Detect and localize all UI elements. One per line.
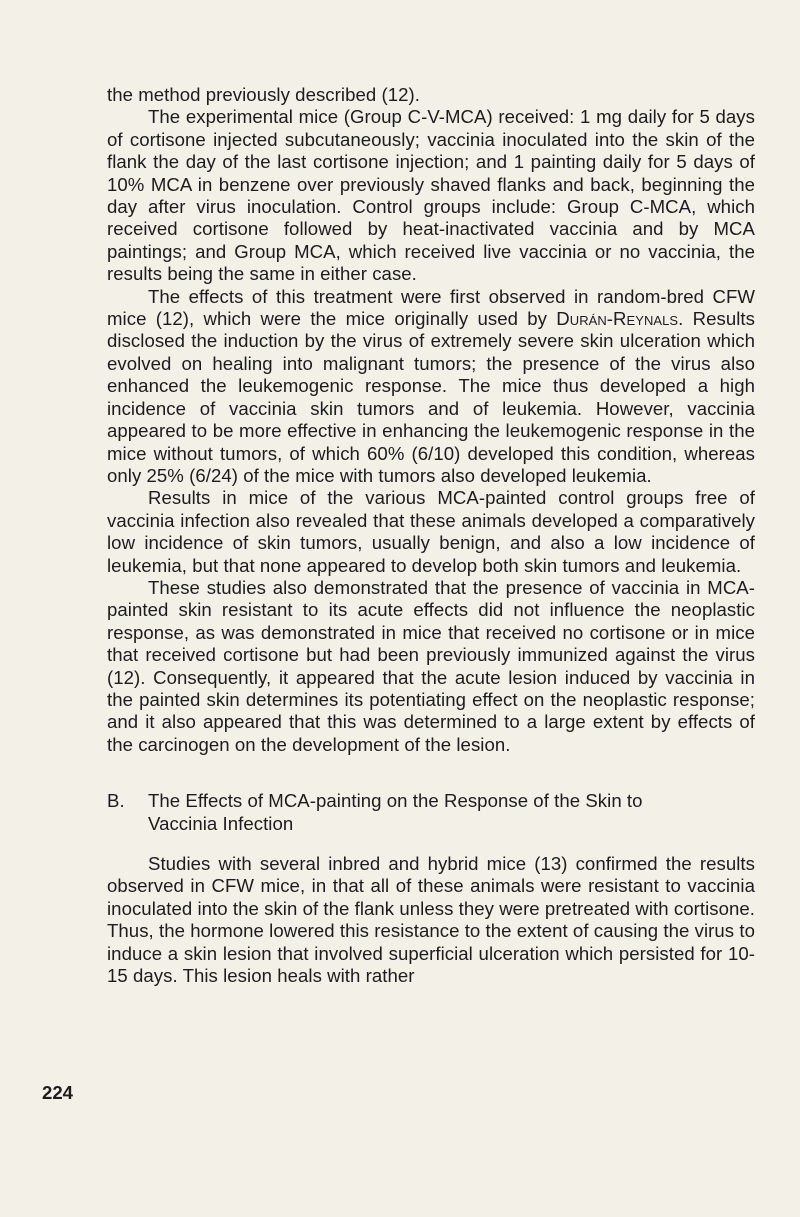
section-heading — [107, 790, 755, 835]
paragraph-experimental-mice: The experimental mice (Group C-V-MCA) received: 1 mg daily for 5 days of cortisone injected subcutaneously; vaccinia inoculated into the skin of the flank the day of the last cortisone injection; and 1 painting daily for 5 days of 10% MCA in benzene over previously shaved flanks and back, beginning the day after virus inoculation. Control groups include: Group C-MCA, which received cortisone followed by heat-inactivated vaccinia and by MCA paintings; and Group MCA, which received live vaccinia or no vaccinia, the results being the same in either case. — [107, 106, 755, 285]
page-number: 224 — [42, 1082, 74, 1103]
author-name-smallcaps: Durán-Reynals — [556, 308, 679, 330]
section-letter: B. — [107, 790, 125, 812]
paragraph-method: the method previously described (12). — [107, 84, 420, 105]
section-title: The Effects of MCA-painting on the Response of the Skin to Vaccinia Infection — [148, 790, 643, 834]
paragraph-cfw-mice — [107, 286, 755, 488]
paragraph-cfw-mice-part2: . Results disclosed the induction by the virus of extremely severe skin ulceration which evolved on healing into malignant tumors; the presence of the virus also enhanced the leukemogenic response. The mice thus developed a high incidence of vaccinia skin tumors and of leukemia. However, vaccinia appeared to be more effective in enhancing the leukemogenic response in the mice without tumors, of which 60% (6/10) developed this condition, whereas only 25% (6/24) of the mice with tumors also developed leukemia. — [107, 308, 755, 486]
paragraph-studies-demonstrated: These studies also demonstrated that the presence of vaccinia in MCA-painted skin resistant to its acute effects did not influence the neoplastic response, as was demonstrated in mice that received no cortisone or in mice that received cortisone but had been previously immunized against the virus (12). Consequently, it appeared that the acute lesion induced by vaccinia in the painted skin determines its potentiating effect on the neoplastic response; and it also appeared that this was determined to a large extent by effects of the carcinogen on the development of the lesion. — [107, 576, 755, 755]
body-text — [107, 84, 755, 987]
paragraph-control-groups: Results in mice of the various MCA-painted control groups free of vaccinia infection also revealed that these animals developed a comparatively low incidence of skin tumors, usually benign, and also a low incidence of leukemia, but that none appeared to develop both skin tumors and leukemia. — [107, 487, 755, 576]
paragraph-inbred-hybrid-mice: Studies with several inbred and hybrid mice (13) confirmed the results observed in CFW mice, in that all of these animals were resistant to vaccinia inoculated into the skin of the flank unless they were pretreated with cortisone. Thus, the hormone lowered this resistance to the extent of causing the virus to induce a skin lesion that involved superficial ulceration which persisted for 10-15 days. This lesion heals with rather — [107, 853, 755, 987]
paragraph-cfw-mice-part1: The effects of this treatment were first observed in random-bred CFW mice (12), which were the mice originally used by — [107, 285, 755, 330]
